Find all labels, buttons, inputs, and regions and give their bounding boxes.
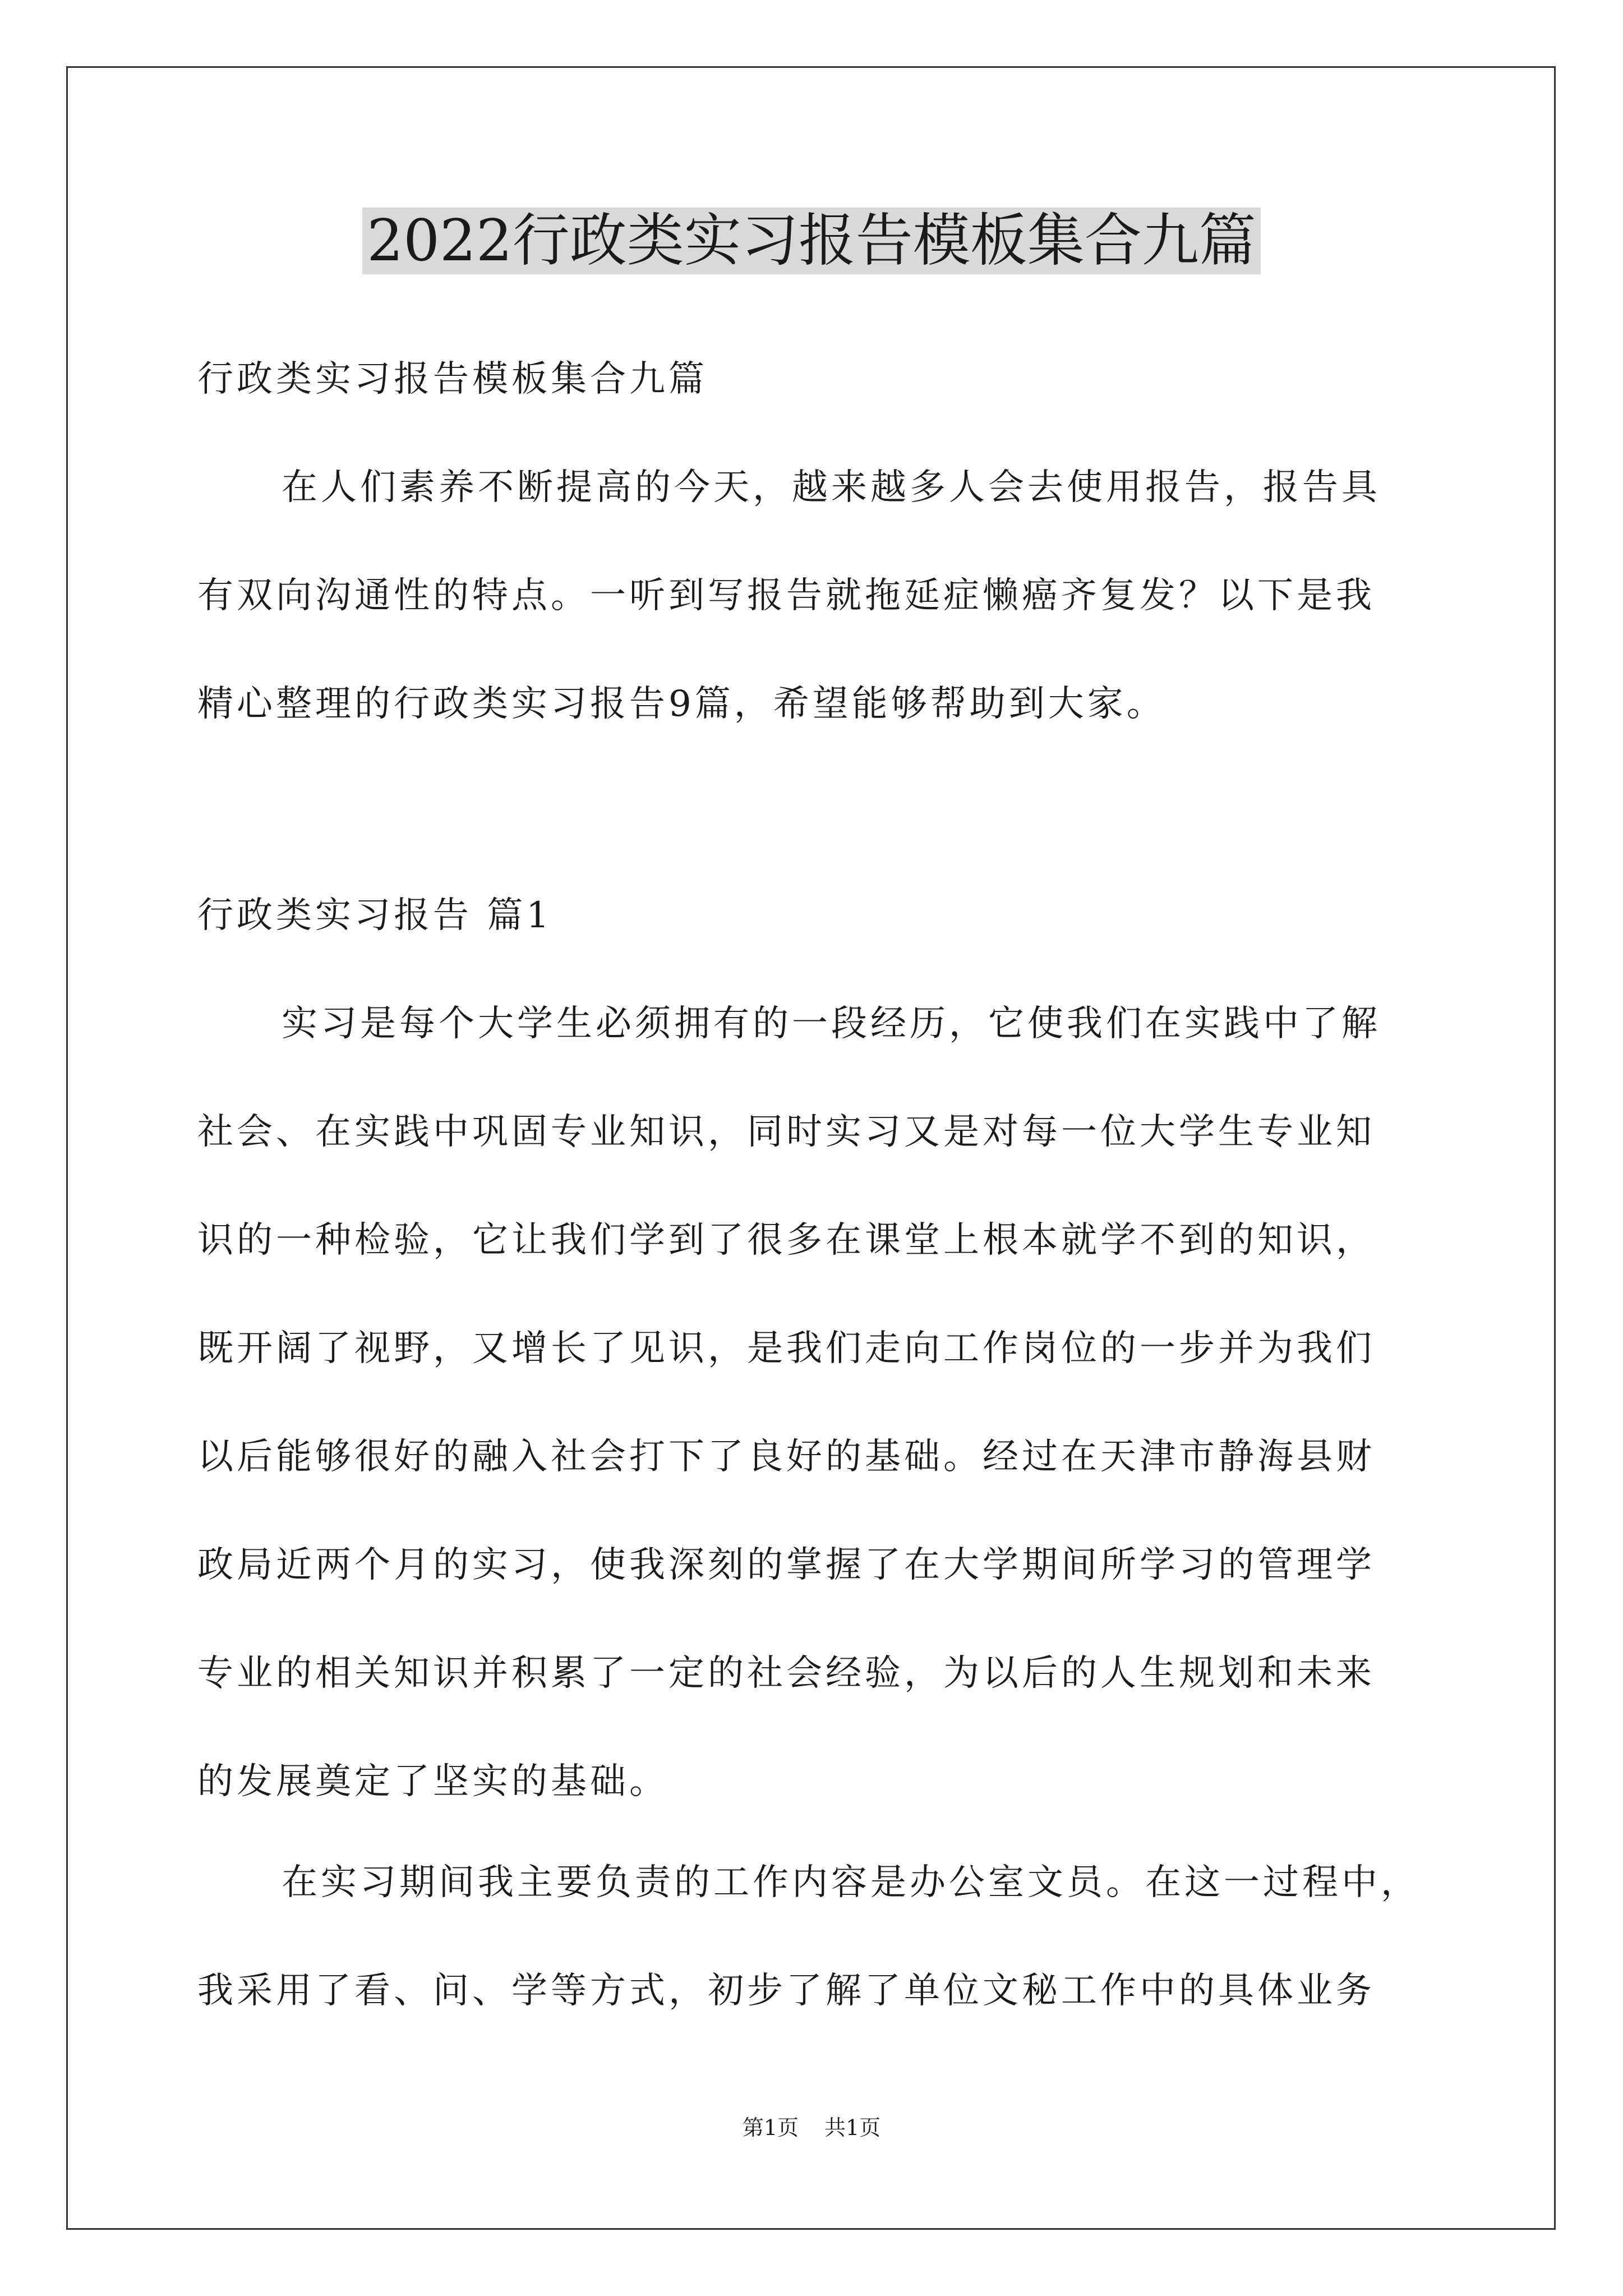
- paragraph-line: 我采用了看、问、学等方式，初步了解了单位文秘工作中的具体业务: [197, 1970, 1375, 2012]
- paragraph-line: 的发展奠定了坚实的基础。: [197, 1761, 668, 1802]
- page-number: 第1页: [742, 2115, 799, 2140]
- page-footer: [0, 2114, 1623, 2142]
- section-heading: 行政类实习报告 篇1: [197, 895, 553, 936]
- intro-line: 精心整理的行政类实习报告9篇，希望能够帮助到大家。: [197, 683, 1166, 725]
- document-subtitle: 行政类实习报告模板集合九篇: [197, 358, 708, 400]
- paragraph-line: 专业的相关知识并积累了一定的社会经验，为以后的人生规划和未来: [197, 1653, 1375, 1694]
- paragraph-line: 政局近两个月的实习，使我深刻的掌握了在大学期间所学习的管理学: [197, 1544, 1375, 1586]
- paragraph-line: 既开阔了视野，又增长了见识，是我们走向工作岗位的一步并为我们: [197, 1328, 1375, 1369]
- document-title: [0, 202, 1623, 280]
- paragraph-line: 识的一种检验，它让我们学到了很多在课堂上根本就学不到的知识，: [197, 1220, 1375, 1261]
- page-total: 共1页: [824, 2115, 881, 2140]
- paragraph-line: 在实习期间我主要负责的工作内容是办公室文员。在这一过程中，: [282, 1862, 1420, 1903]
- intro-line: 有双向沟通性的特点。一听到写报告就拖延症懒癌齐复发？以下是我: [197, 575, 1375, 616]
- intro-line: 在人们素养不断提高的今天，越来越多人会去使用报告，报告具: [282, 467, 1381, 508]
- paragraph-line: 以后能够很好的融入社会打下了良好的基础。经过在天津市静海县财: [197, 1436, 1375, 1478]
- document-title-text: 2022行政类实习报告模板集合九篇: [362, 208, 1261, 274]
- paragraph-line: 社会、在实践中巩固专业知识，同时实习又是对每一位大学生专业知: [197, 1111, 1375, 1153]
- paragraph-line: 实习是每个大学生必须拥有的一段经历，它使我们在实践中了解: [282, 1003, 1381, 1045]
